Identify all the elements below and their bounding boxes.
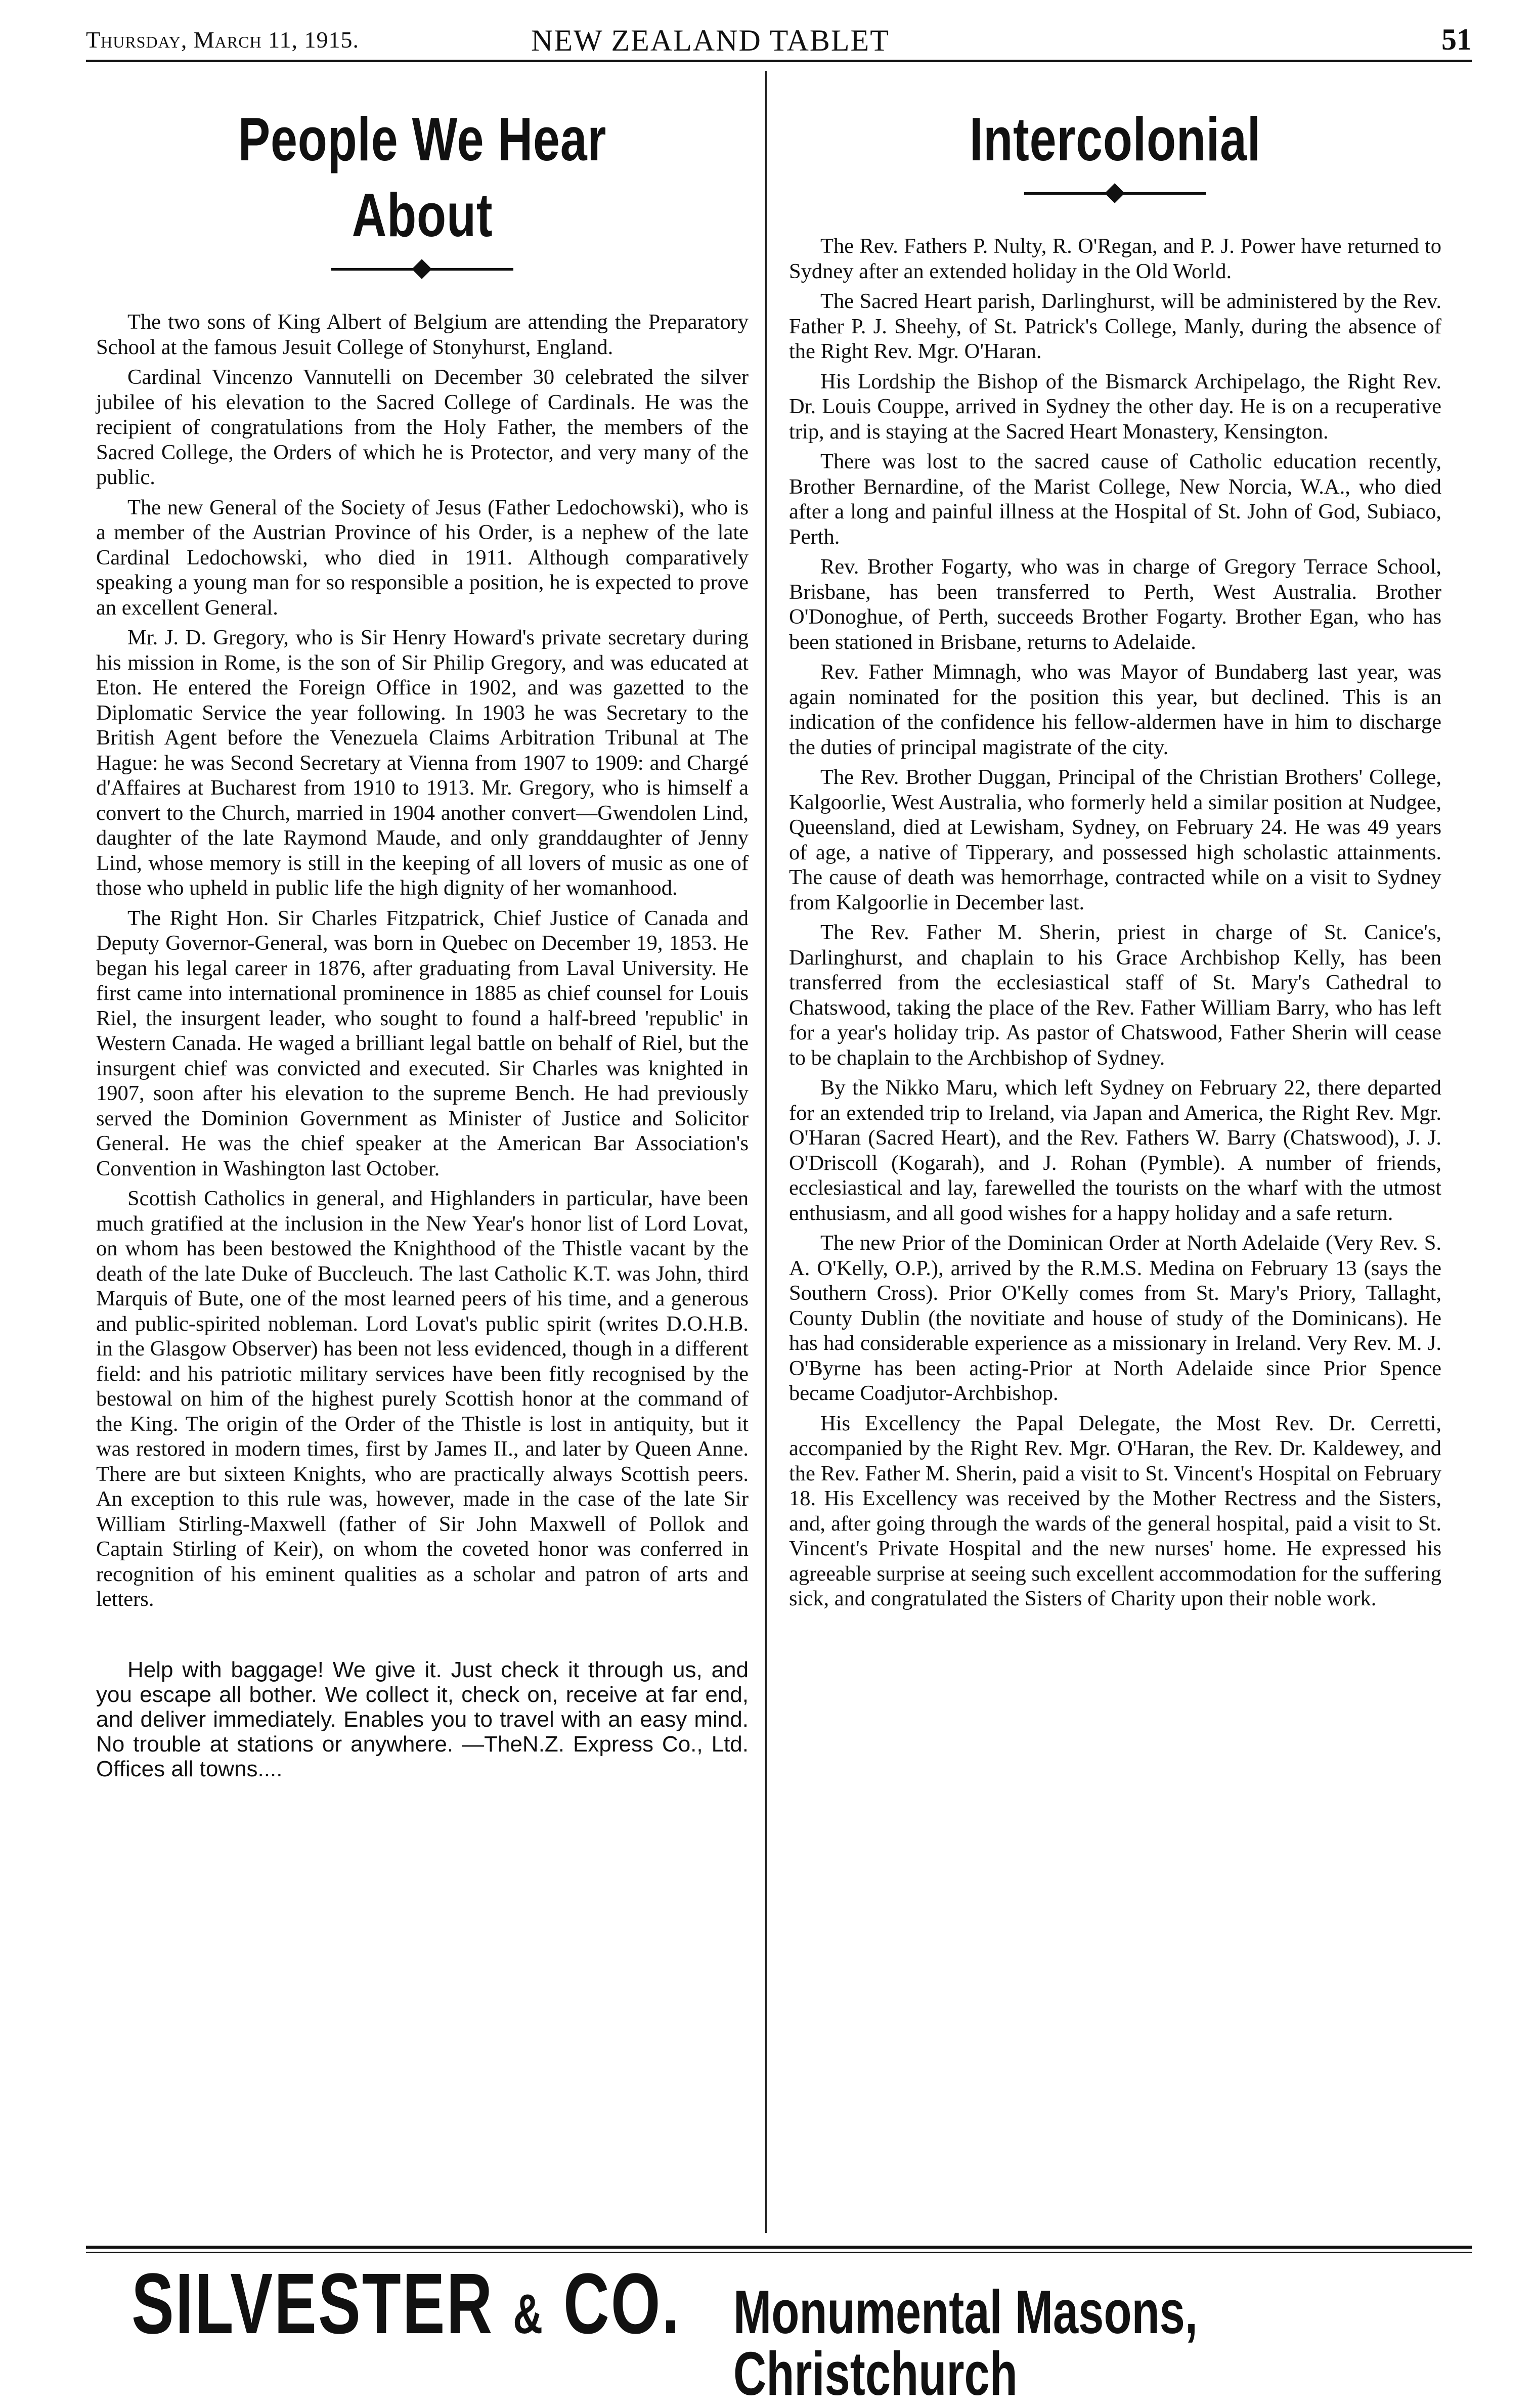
article-paragraph: Scottish Catholics in general, and Highlanders in particular, have been much gratified at the inclusion in the New Year's honor list of Lord Lovat, on whom has been bestowed the Knighthood of the Thistle vacant by the death of the late Duke of Buccleuch. The last Catholic K.T. was John, third Marquis of Bute, one of the most learned peers of his time, and a generous and public-spirited nobleman. Lord Lovat's public spirit (writes D.O.H.B. in the Glasgow Observer) has been not less evidenced, though in a different field: and his patriotic military services have been fitly recognised by the bestowal on him of the highest purely Scottish honor at the command of the King. The origin of the Order of the Thistle is lost in antiquity, but it was restored in modern times, first by James II., and later by Queen Anne. There are but sixteen Knights, who are practically always Scottish peers. An exception to this rule was, however, made in the case of the late Sir William Stirling-Maxwell (father of Sir John Maxwell of Pollok and Captain Stirling of Keir), on whom the coveted honor was conferred in recognition of his eminent qualities as a scholar and patron of arts and letters. xyxy=(96,1187,749,1611)
article-paragraph: The new General of the Society of Jesus (Father Ledochowski), who is a member of the Austrian Province of his Order, is a nephew of the late Cardinal Ledochowski, who died in 1911. Although comparatively speaking a young man for so responsible a position, he is expected to prove an excellent General. xyxy=(96,495,749,620)
article-paragraph: By the Nikko Maru, which left Sydney on February 22, there departed for an extended trip to Ireland, via Japan and America, the Right Rev. Mgr. O'Haran (Sacred Heart), and the Rev. Fathers W. Barry (Chatswood), J. J. O'Driscoll (Kogarah), and J. Rohan (Pymble). A number of friends, ecclesiastical and lay, farewelled the tourists on the wharf with the utmost enthusiasm, and all good wishes for a happy holiday and a safe return. xyxy=(789,1076,1441,1225)
article-paragraph: The new Prior of the Dominican Order at North Adelaide (Very Rev. S. A. O'Kelly, O.P.), arrived by the R.M.S. Medina on February 13 (says the Southern Cross). Prior O'Kelly comes from St. Mary's Priory, Tallaght, County Dublin (the novitiate and house of study of the Dominicans). He has had considerable experience as a missionary in Ireland. Very Rev. M. J. O'Byrne has been acting-Prior at North Adelaide since Prior Spence became Coadjutor-Archbishop. xyxy=(789,1231,1441,1405)
advertiser-name xyxy=(131,2256,681,2357)
advertiser-name-part1: SILVESTER xyxy=(131,2256,494,2352)
issue-date: Thursday, March 11, 1915. xyxy=(86,27,359,53)
advertiser-ampersand: & xyxy=(513,2283,545,2345)
section-heading: Intercolonial xyxy=(970,105,1261,173)
header-rule xyxy=(86,60,1472,62)
advertisement-banner xyxy=(86,2256,1472,2408)
article-paragraph: Cardinal Vincenzo Vannutelli on December 30 celebrated the silver jubilee of his elevation to the Sacred College of Cardinals. He was the recipient of congratulations from the Holy Father, the members of the Sacred College, the Orders of which he is Protector, and very many of the public. xyxy=(96,365,749,489)
page-number: 51 xyxy=(1441,23,1472,56)
article-paragraph: Rev. Brother Fogarty, who was in charge of Gregory Terrace School, Brisbane, has been transferred to Perth, West Australia. Brother O'Donoghue, of Perth, succeeds Brother Fogarty. Brother Egan, who has been stationed in Brisbane, returns to Adelaide. xyxy=(789,555,1441,654)
advertiser-tagline: Monumental Masons, Christchurch xyxy=(733,2278,1198,2408)
article-paragraph: Mr. J. D. Gregory, who is Sir Henry Howard's private secretary during his mission in Rome, is the son of Sir Philip Gregory, and was educated at Eton. He entered the Foreign Office in 1902, and was gazetted to the Diplomatic Service the year following. In 1903 he was Secretary to the British Agent before the Venezuela Claims Arbitration Tribunal at The Hague: he was Second Secretary at Vienna from 1907 to 1909: and Chargé d'Affaires at Bucharest from 1910 to 1913. Mr. Gregory, who is himself a convert to the Church, married in 1904 another convert—Gwendolen Lind, daughter of the late Raymond Maude, and only granddaughter of Jenny Lind, whose memory is still in the keeping of all lovers of music as one of those who upheld in public life the high dignity of her womanhood. xyxy=(96,626,749,900)
article-paragraph: His Lordship the Bishop of the Bismarck Archipelago, the Right Rev. Dr. Louis Couppe, arrived in Sydney the other day. He is on a recuperative trip, and is staying at the Sacred Heart Monastery, Kensington. xyxy=(789,369,1441,444)
article-paragraph: Rev. Father Mimnagh, who was Mayor of Bundaberg last year, was again nominated for the position this year, but declined. This is an indication of the confidence his fellow-aldermen have in him to discharge the duties of principal magistrate of the city. xyxy=(789,660,1441,759)
section-heading: People We Hear About xyxy=(238,105,607,249)
article-paragraph: The Rev. Fathers P. Nulty, R. O'Regan, and P. J. Power have returned to Sydney after an extended holiday in the Old World. xyxy=(789,234,1441,283)
footer-rule xyxy=(86,2246,1472,2249)
people-we-hear-about-column xyxy=(96,86,749,1804)
article-paragraph: The Rev. Brother Duggan, Principal of the Christian Brothers' College, Kalgoorlie, West Australia, who formerly held a similar position at Nudgee, Queensland, died at Lewisham, Sydney, on February 24. He was 49 years of age, a native of Tipperary, and possessed high scholastic attainments. The cause of death was hemorrhage, contracted while on a visit to Sydney from Kalgoorlie in December last. xyxy=(789,765,1441,914)
article-paragraph: His Excellency the Papal Delegate, the Most Rev. Dr. Cerretti, accompanied by the Right Rev. Mgr. O'Haran, the Rev. Dr. Kaldewey, and the Rev. Father M. Sherin, paid a visit to St. Vincent's Hospital on February 18. His Excellency was received by the Mother Rectress and the Sisters, and, after going through the wards of the general hospital, paid a visit to St. Vincent's Private Hospital and the new nurses' home. He expressed his agreeable surprise at seeing such excellent accommodation for the suffering sick, and congratulated the Sisters of Charity upon their noble work. xyxy=(789,1411,1441,1610)
express-co-notice: Help with baggage! We give it. Just check it through us, and you escape all bother. We collect it, check on, receive at far end, and deliver immediately. Enables you to travel with an easy mind. No trouble at stations or anywhere. —TheN.Z. Express Co., Ltd. Offices all towns.... xyxy=(96,1657,749,1781)
article-paragraph: The Sacred Heart parish, Darlinghurst, will be administered by the Rev. Father P. J. Sheehy, of St. Patrick's College, Manly, during the absence of the Right Rev. Mgr. O'Haran. xyxy=(789,289,1441,363)
intercolonial-column xyxy=(789,86,1441,1616)
heading-ornament xyxy=(1024,183,1206,203)
heading-ornament xyxy=(331,259,513,279)
page-header xyxy=(86,23,1472,58)
column-divider xyxy=(765,71,767,2233)
article-paragraph: There was lost to the sacred cause of Catholic education recently, Brother Bernardine, of the Marist College, New Norcia, W.A., who died after a long and painful illness at the Hospital of St. John of God, Subiaco, Perth. xyxy=(789,450,1441,549)
article-paragraph: The Right Hon. Sir Charles Fitzpatrick, Chief Justice of Canada and Deputy Governor-General, was born in Quebec on December 19, 1853. He began his legal career in 1876, after graduating from Laval University. He first came into international prominence in 1885 as chief counsel for Louis Riel, the insurgent leader, who sought to found a half-breed 'republic' in Western Canada. He waged a brilliant legal battle on behalf of Riel, but the insurgent chief was convicted and executed. Sir Charles was knighted in 1907, soon after his elevation to the supreme Bench. He had previously served the Dominion Government as Minister of Justice and Solicitor General. He was the chief speaker at the American Bar Association's Convention in Washington last October. xyxy=(96,906,749,1180)
footer-rule-thin xyxy=(86,2252,1472,2253)
publication-title: NEW ZEALAND TABLET xyxy=(531,24,890,57)
article-paragraph: The two sons of King Albert of Belgium are attending the Preparatory School at the famous Jesuit College of Stonyhurst, England. xyxy=(96,310,749,359)
article-paragraph: The Rev. Father M. Sherin, priest in charge of St. Canice's, Darlinghurst, and chaplain to his Grace Archbishop Kelly, has been transferred from the ecclesiastical staff of St. Mary's Cathedral to Chatswood, taking the place of the Rev. Father William Barry, who has left for a year's holiday trip. As pastor of Chatswood, Father Sherin will cease to be chaplain to the Archbishop of Sydney. xyxy=(789,921,1441,1070)
advertiser-name-part2: CO. xyxy=(563,2256,681,2352)
